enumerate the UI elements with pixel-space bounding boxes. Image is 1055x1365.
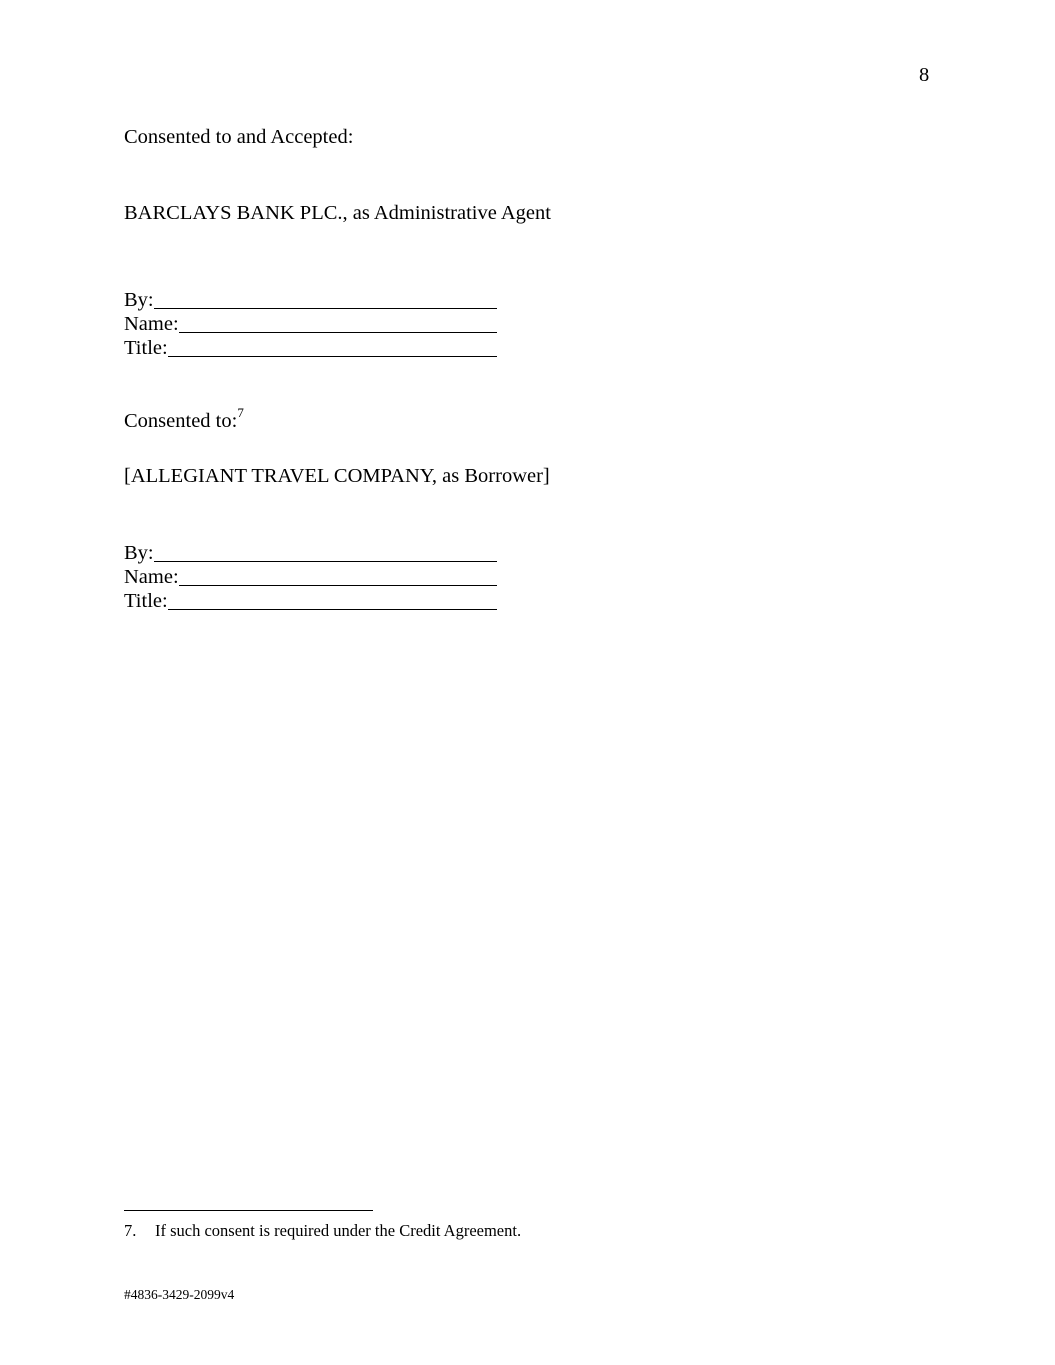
borrower-by-field — [124, 540, 497, 564]
borrower-name-label: Name: — [124, 565, 179, 588]
borrower-name-field — [124, 564, 497, 588]
footnote-divider — [124, 1210, 373, 1211]
footnote-text: If such consent is required under the Credit Agreement. — [155, 1221, 522, 1240]
agent-name-label: Name: — [124, 312, 179, 335]
agent-title-field — [124, 335, 497, 359]
borrower-title-label: Title: — [124, 589, 168, 612]
agent-title-signature-line — [168, 355, 497, 357]
borrower-consent-heading-text: Consented to: — [124, 410, 238, 432]
agent-by-signature-line — [154, 307, 497, 309]
agent-title-label: Title: — [124, 336, 168, 359]
page-number: 8 — [919, 64, 930, 86]
borrower-by-signature-line — [154, 560, 497, 562]
borrower-entity-name: [ALLEGIANT TRAVEL COMPANY, as Borrower] — [124, 465, 550, 487]
agent-entity-name: BARCLAYS BANK PLC., as Administrative Agent — [124, 202, 551, 224]
borrower-consent-heading — [124, 405, 244, 432]
borrower-title-signature-line — [168, 608, 497, 610]
agent-name-field — [124, 311, 497, 335]
agent-by-field — [124, 287, 497, 311]
agent-name-signature-line — [179, 331, 497, 333]
borrower-name-signature-line — [179, 584, 497, 586]
footnote — [124, 1223, 521, 1240]
agent-consent-heading: Consented to and Accepted: — [124, 126, 354, 148]
agent-by-label: By: — [124, 288, 154, 311]
footnote-reference: 7 — [237, 405, 244, 421]
borrower-by-label: By: — [124, 541, 154, 564]
footnote-number: 7. — [124, 1221, 137, 1240]
borrower-title-field — [124, 588, 497, 612]
document-id: #4836-3429-2099v4 — [124, 1287, 235, 1302]
